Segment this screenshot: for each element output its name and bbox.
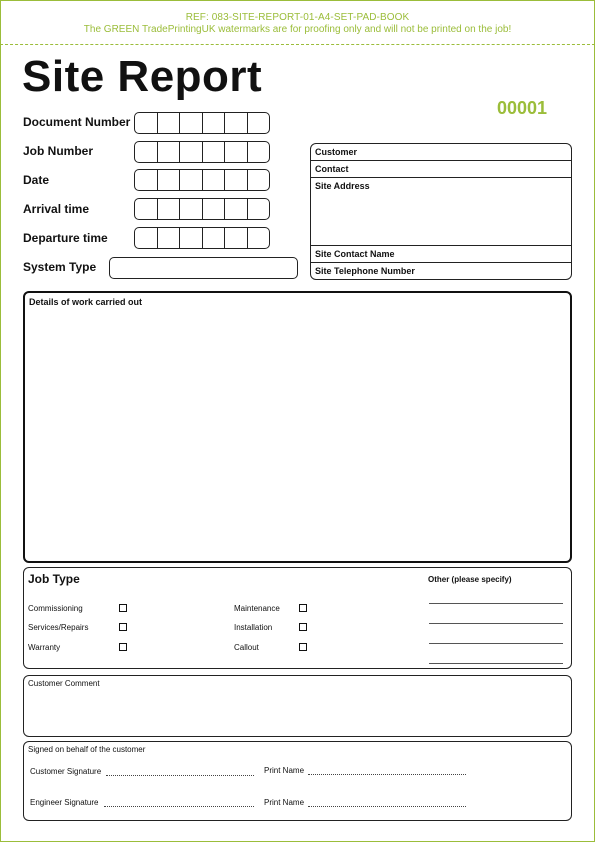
maintenance-label: Maintenance	[234, 604, 280, 613]
customer-field[interactable]	[311, 144, 571, 161]
other-specify-label: Other (please specify)	[428, 575, 512, 584]
job-type-title: Job Type	[28, 572, 80, 586]
other-line[interactable]	[429, 603, 563, 604]
proof-reference: REF: 083-SITE-REPORT-01-A4-SET-PAD-BOOK	[185, 12, 410, 23]
serial-number: 00001	[497, 98, 548, 118]
customer-signature-label: Customer Signature	[30, 767, 102, 776]
warranty-checkbox[interactable]	[119, 643, 127, 651]
other-line[interactable]	[429, 663, 563, 664]
page-title: Site Report	[22, 52, 263, 101]
work-details-label: Details of work carried out	[29, 297, 143, 307]
print-name-label: Print Name	[264, 766, 305, 775]
maintenance-checkbox[interactable]	[299, 604, 307, 612]
print-name-label: Print Name	[264, 798, 305, 807]
customer-details-box	[310, 143, 572, 280]
other-line[interactable]	[429, 623, 563, 624]
callout-checkbox[interactable]	[299, 643, 307, 651]
contact-label: Contact	[315, 164, 349, 174]
dashed-divider	[0, 44, 595, 45]
job-number-field[interactable]	[134, 141, 270, 163]
arrival-time-label: Arrival time	[23, 202, 90, 216]
site-address-field[interactable]	[311, 178, 571, 246]
commissioning-checkbox[interactable]	[119, 604, 127, 612]
site-contact-name-label: Site Contact Name	[315, 249, 395, 259]
customer-signature-line[interactable]	[106, 775, 254, 776]
customer-comment-field[interactable]	[23, 675, 572, 737]
installation-label: Installation	[234, 623, 273, 632]
signature-box	[23, 741, 572, 821]
document-number-field[interactable]	[134, 112, 270, 134]
site-telephone-field[interactable]	[311, 263, 571, 279]
work-details-field[interactable]	[23, 291, 572, 563]
job-number-label: Job Number	[23, 144, 94, 158]
installation-checkbox[interactable]	[299, 623, 307, 631]
site-telephone-label: Site Telephone Number	[315, 266, 415, 276]
departure-time-field[interactable]	[134, 227, 270, 249]
departure-time-label: Departure time	[23, 231, 108, 245]
customer-label: Customer	[315, 147, 358, 157]
system-type-label: System Type	[23, 260, 97, 274]
system-type-field[interactable]	[109, 257, 298, 279]
watermark-note: The GREEN TradePrintingUK watermarks are for proofing only and will not be printed on the job!	[83, 24, 512, 35]
callout-label: Callout	[234, 643, 259, 652]
engineer-signature-label: Engineer Signature	[30, 798, 99, 807]
contact-field[interactable]	[311, 161, 571, 178]
engineer-signature-line[interactable]	[104, 806, 254, 807]
signature-heading: Signed on behalf of the customer	[28, 745, 146, 754]
date-label: Date	[23, 173, 50, 187]
customer-comment-label: Customer Comment	[28, 679, 100, 688]
document-number-label: Document Number	[23, 115, 131, 129]
print-name-line[interactable]	[308, 774, 466, 775]
site-contact-name-field[interactable]	[311, 246, 571, 263]
services-repairs-checkbox[interactable]	[119, 623, 127, 631]
other-line[interactable]	[429, 643, 563, 644]
services-repairs-label: Services/Repairs	[28, 623, 89, 632]
arrival-time-field[interactable]	[134, 198, 270, 220]
site-address-label: Site Address	[315, 181, 370, 191]
date-field[interactable]	[134, 169, 270, 191]
print-name-line[interactable]	[308, 806, 466, 807]
commissioning-label: Commissioning	[28, 604, 83, 613]
warranty-label: Warranty	[28, 643, 61, 652]
job-type-box	[23, 567, 572, 669]
